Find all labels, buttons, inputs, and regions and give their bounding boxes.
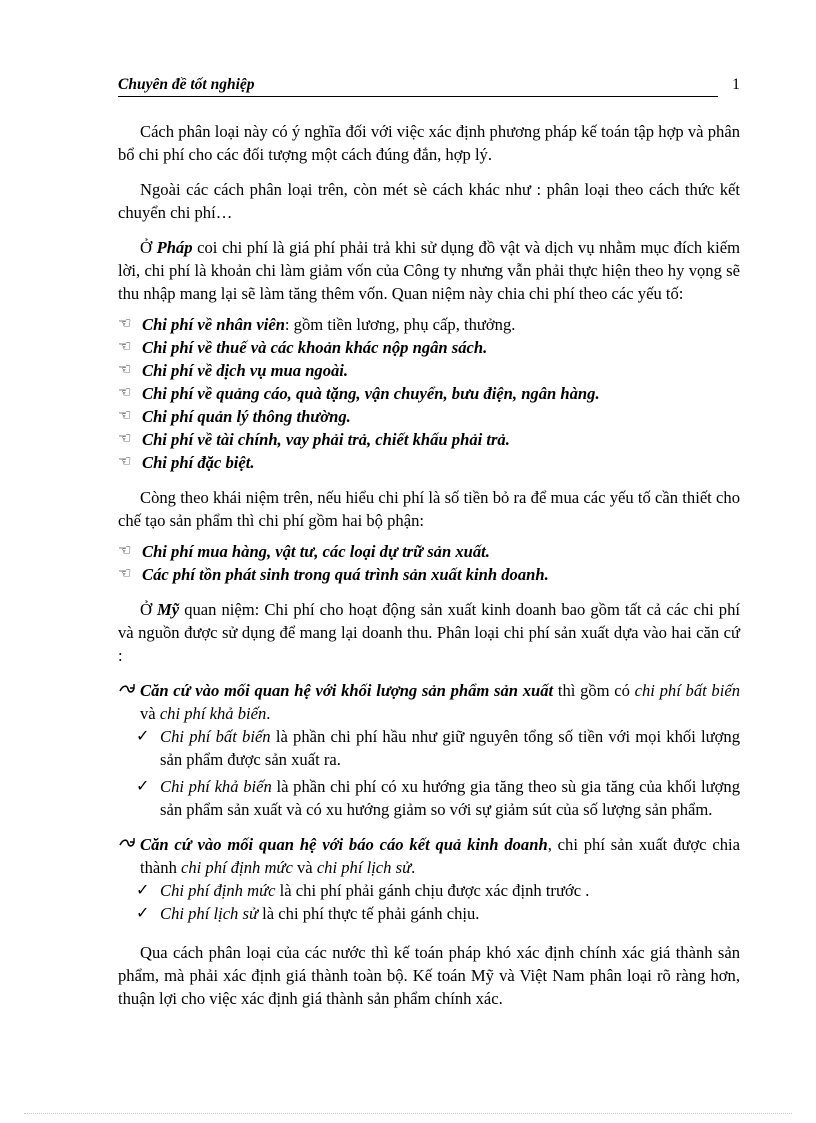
document-body: [118, 120, 740, 1010]
list-item: ☜ Chi phí mua hàng, vật tư, các loại dự trữ sản xuất.: [118, 542, 490, 561]
criterion-business-report: Căn cứ vào mối quan hệ với báo cáo kết quả kinh doanh, chi phí sản xuất được chia thành chi phí định mức và chi phí lịch sử.: [118, 833, 740, 879]
list-item: ☜ Chi phí đặc biệt.: [118, 453, 255, 472]
pointing-hand-icon: ☜: [118, 408, 132, 424]
paragraph-conclusion: Qua cách phân loại của các nước thì kế toán pháp khó xác định chính xác giá thành sản phẩm, mà phải xác định giá thành toàn bộ. Kế toán Mỹ và Việt Nam phân loại rõ ràng hơn, thuận lợi cho việc xác định giá thành sản phẩm chính xác.: [118, 943, 740, 1008]
list-item: ☜ Chi phí về tài chính, vay phải trả, chiết khấu phải trả.: [118, 430, 510, 449]
pointing-hand-icon: ☜: [118, 362, 132, 378]
pointing-hand-icon: ☜: [118, 543, 132, 559]
pointing-hand-icon: ☜: [118, 431, 132, 447]
list-item: ☜ Chi phí về thuế và các khoản khác nộp ngân sách.: [118, 338, 488, 357]
page-header: [118, 72, 740, 98]
page-number: 1: [732, 76, 740, 93]
usa-text: quan niệm: Chi phí cho hoạt động sản xuất kinh doanh bao gồm tất cả các chi phí và nguồn được sử dụng để mang lại doanh thu. Phân loại chi phí sản xuất dựa vào hai căn cứ :: [118, 600, 740, 665]
page-bottom-edge: [24, 1113, 792, 1114]
paragraph-france: [118, 236, 740, 305]
list-item: ☜ Chi phí về nhân viên: gồm tiền lương, phụ cấp, thưởng.: [118, 315, 516, 334]
sub-item-fixed-cost: ✓ Chi phí bất biến là phần chi phí hầu như giữ nguyên tổng số tiền với mọi khối lượng sản phẩm được sản xuất ra.: [136, 727, 740, 769]
pointing-hand-icon: ☜: [118, 566, 132, 582]
sub-item-standard-cost: ✓ Chi phí định mức là chi phí phải gánh chịu được xác định trước .: [136, 881, 590, 900]
france-prefix: Ở: [140, 238, 157, 257]
pointing-hand-icon: ☜: [118, 339, 132, 355]
paragraph-other-methods: Ngoài các cách phân loại trên, còn mét sè cách khác như : phân loại theo cách thức kết chuyển chi phí…: [118, 180, 740, 222]
curly-arrow-icon: [118, 682, 136, 698]
country-usa: Mỹ: [157, 600, 180, 619]
curly-arrow-icon: [118, 836, 136, 852]
paragraph-usa: [118, 598, 740, 667]
usa-prefix: Ở: [140, 600, 158, 619]
france-cost-list: [118, 313, 740, 474]
paragraph-classification-meaning: Cách phân loại này có ý nghĩa đối với việc xác định phương pháp kế toán tập hợp và phân bổ chi phí cho các đối tượng một cách đúng đắn, hợp lý.: [118, 122, 740, 164]
pointing-hand-icon: ☜: [118, 385, 132, 401]
list-item: ☜ Chi phí về quảng cáo, quà tặng, vận chuyển, bưu điện, ngân hàng.: [118, 384, 600, 403]
country-france: Pháp: [156, 238, 193, 257]
list-item: ☜ Chi phí quản lý thông thường.: [118, 407, 351, 426]
france-text: coi chi phí là giá phí phải trả khi sử dụng đồ vật và dịch vụ nhằm mục đích kiếm lời, chi phí là khoản chi làm giảm vốn của Công ty nhưng vẫn phải thực hiện theo hy vọng sẽ thu nhập mang lại sẽ làm tăng thêm vốn. Quan niệm này chia chi phí theo các yếu tố:: [118, 238, 740, 303]
cost-parts-list: [118, 540, 740, 586]
sub-item-variable-cost: ✓ Chi phí khả biến là phần chi phí có xu hướng gia tăng theo sù gia tăng của khối lượng sản phẩm sản xuất và có xu hướng giảm so với sự giảm sút của số lượng sản phẩm.: [136, 777, 740, 819]
header-rule: [118, 96, 718, 97]
pointing-hand-icon: ☜: [118, 316, 132, 332]
check-mark-icon: ✓: [136, 882, 150, 899]
criterion-production-volume: Căn cứ vào mối quan hệ với khối lượng sản phẩm sản xuất thì gồm có chi phí bất biến và chi phí khả biến.: [118, 679, 740, 725]
paragraph-two-parts: Còng theo khái niệm trên, nếu hiểu chi phí là số tiền bỏ ra để mua các yếu tố cần thiết cho chế tạo sản phẩm thì chi phí gồm hai bộ phận:: [118, 488, 740, 530]
list-item: ☜ Các phí tồn phát sinh trong quá trình sản xuất kinh doanh.: [118, 565, 549, 584]
check-mark-icon: ✓: [136, 778, 150, 795]
list-item: ☜ Chi phí về dịch vụ mua ngoài.: [118, 361, 349, 380]
pointing-hand-icon: ☜: [118, 454, 132, 470]
header-title: Chuyên đề tốt nghiệp: [118, 76, 255, 93]
sub-item-historical-cost: ✓ Chi phí lịch sử là chi phí thực tế phải gánh chịu.: [136, 904, 480, 923]
check-mark-icon: ✓: [136, 728, 150, 745]
check-mark-icon: ✓: [136, 905, 150, 922]
